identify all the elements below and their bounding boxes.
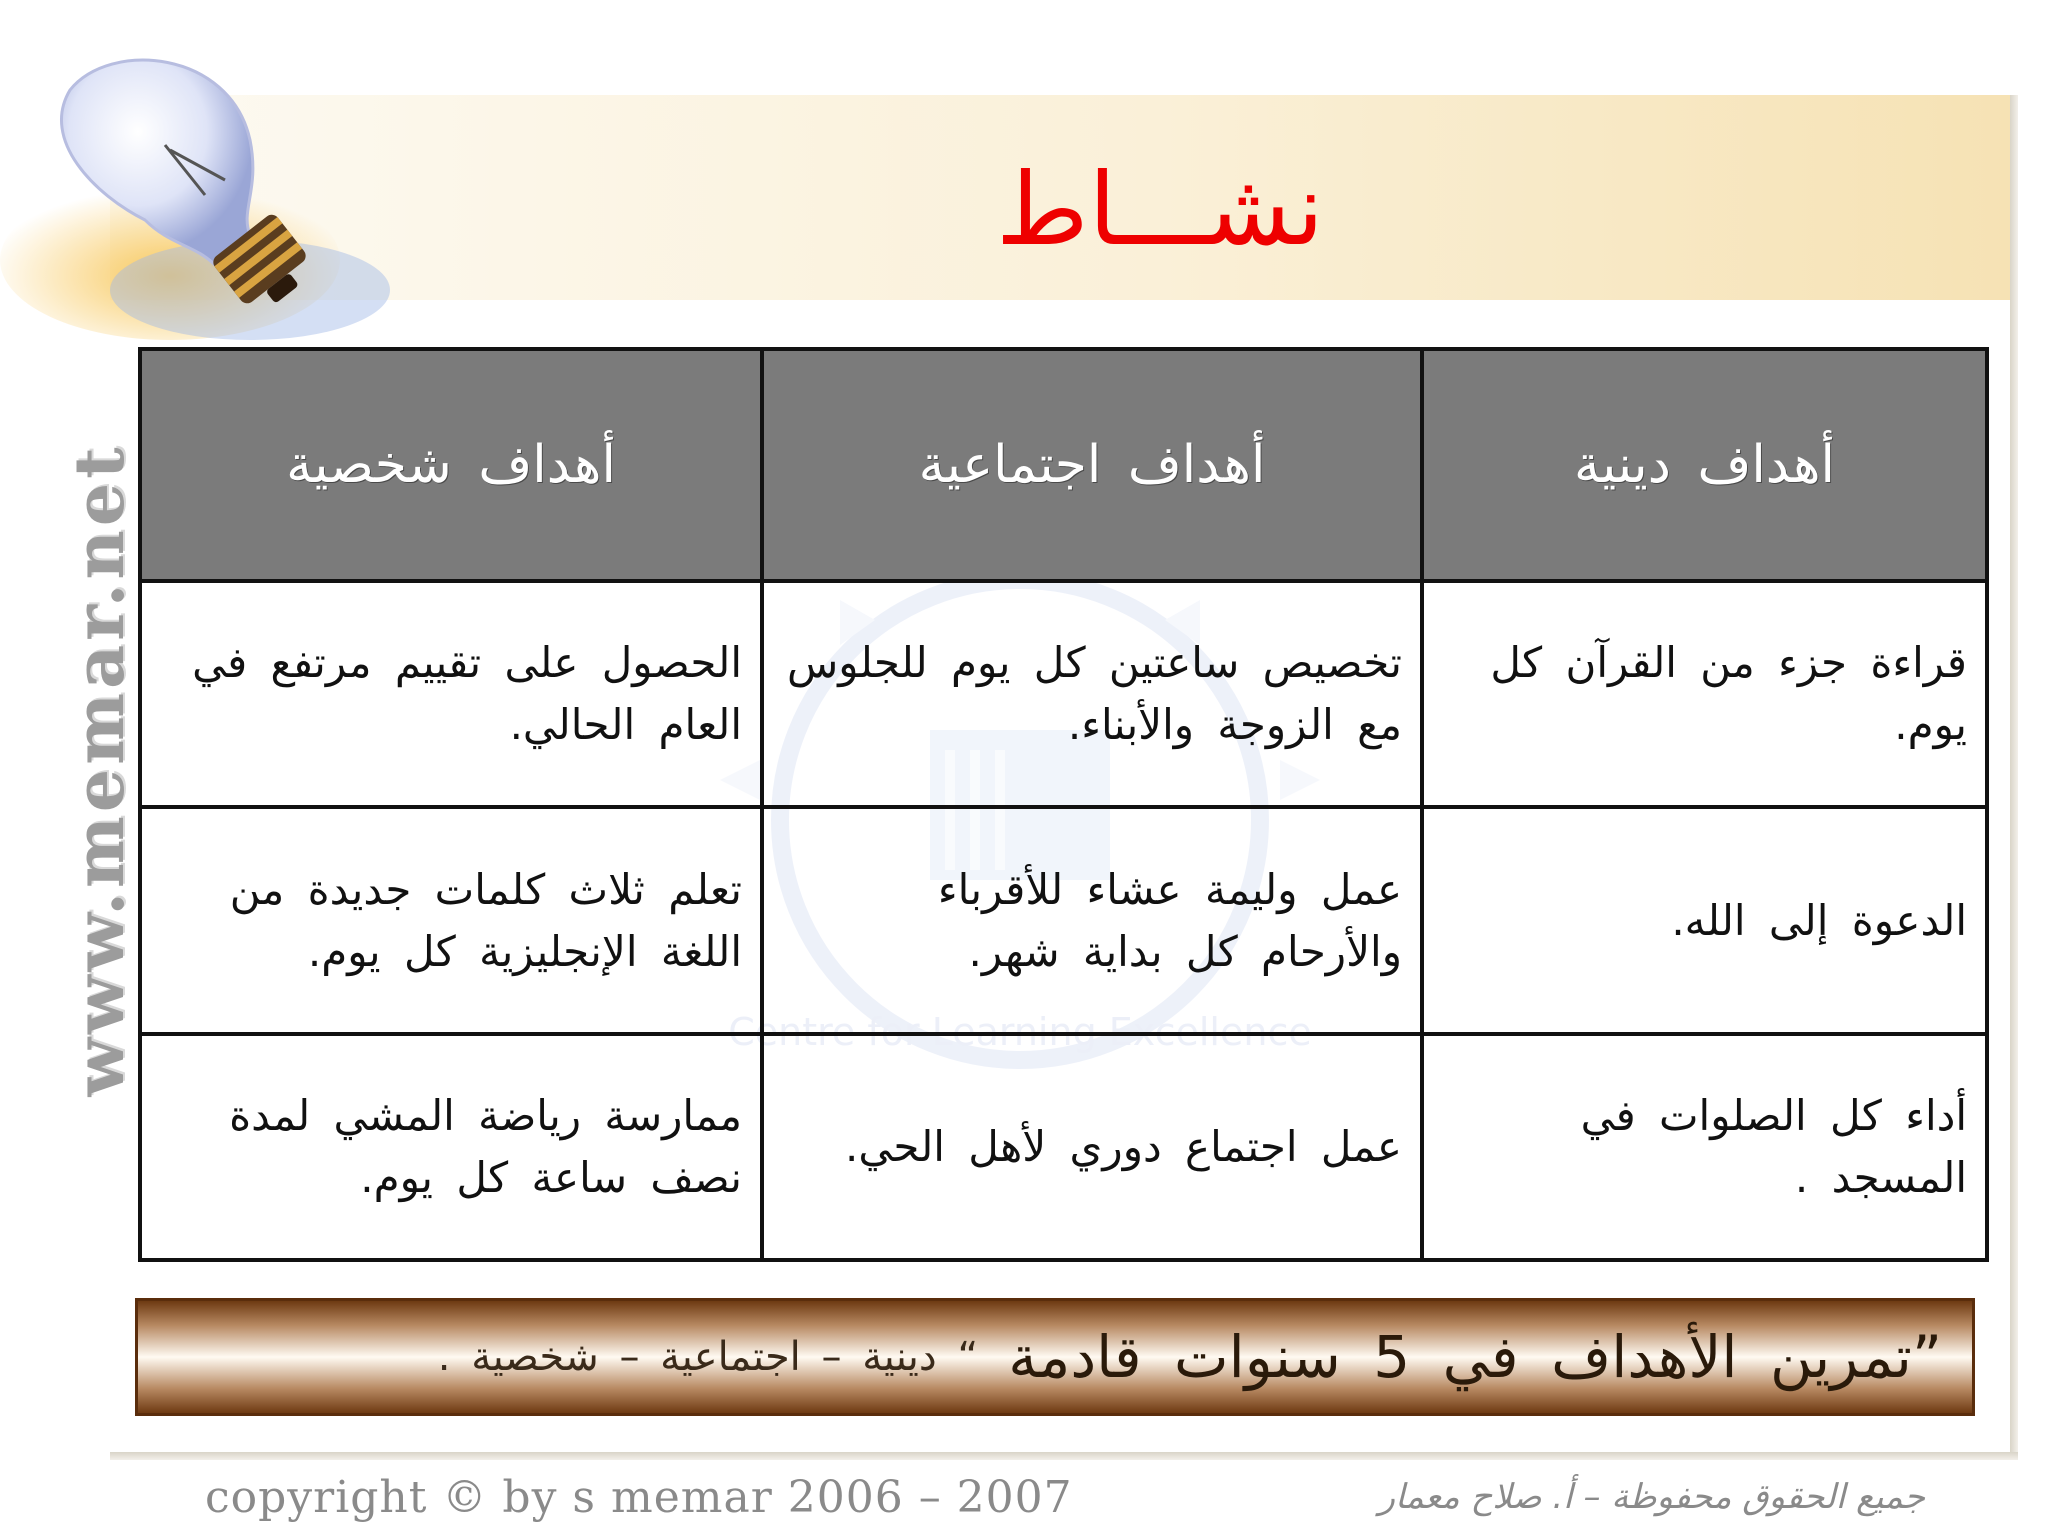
table-cell: عمل اجتماع دوري لأهل الحي. bbox=[762, 1034, 1422, 1260]
table-cell: تخصيص ساعتين كل يوم للجلوس مع الزوجة والأبناء. bbox=[762, 581, 1422, 807]
table-cell: ممارسة رياضة المشي لمدة نصف ساعة كل يوم. bbox=[140, 1034, 762, 1260]
table-row bbox=[140, 1034, 1987, 1260]
exercise-title: ”تمرين الأهداف في 5 سنوات قادمة bbox=[1008, 1323, 1942, 1391]
table-cell: عمل وليمة عشاء للأقرباء والأرحام كل بداية شهر. bbox=[762, 807, 1422, 1033]
header-personal: أهداف شخصية bbox=[140, 349, 762, 581]
header-religious: أهداف دينية bbox=[1422, 349, 1987, 581]
page-title: نشـــاط bbox=[996, 151, 1324, 268]
table-cell: الدعوة إلى الله. bbox=[1422, 807, 1987, 1033]
table-cell: تعلم ثلاث كلمات جديدة من اللغة الإنجليزية كل يوم. bbox=[140, 807, 762, 1033]
header-social: أهداف اجتماعية bbox=[762, 349, 1422, 581]
copyright-english: copyright © by s memar 2006 – 2007 bbox=[205, 1471, 1073, 1523]
table-row bbox=[140, 581, 1987, 807]
goals-table bbox=[138, 347, 1989, 1262]
table-cell: قراءة جزء من القرآن كل يوم. bbox=[1422, 581, 1987, 807]
exercise-categories: “ دينية – اجتماعية – شخصية . bbox=[437, 1334, 979, 1380]
lightbulb-icon bbox=[0, 20, 420, 350]
frame-bottom-edge bbox=[110, 1452, 2018, 1460]
frame-right-edge bbox=[2010, 95, 2018, 1460]
copyright-arabic: جميع الحقوق محفوظة – أ. صلاح معمار bbox=[1378, 1477, 1925, 1517]
copyright-footer bbox=[205, 1462, 1925, 1532]
side-website-text: www.memar.net bbox=[60, 443, 140, 1097]
table-cell: أداء كل الصلوات في المسجد . bbox=[1422, 1034, 1987, 1260]
table-row bbox=[140, 807, 1987, 1033]
table-cell: الحصول على تقييم مرتفع في العام الحالي. bbox=[140, 581, 762, 807]
exercise-banner bbox=[135, 1298, 1975, 1416]
table-header-row bbox=[140, 349, 1987, 581]
